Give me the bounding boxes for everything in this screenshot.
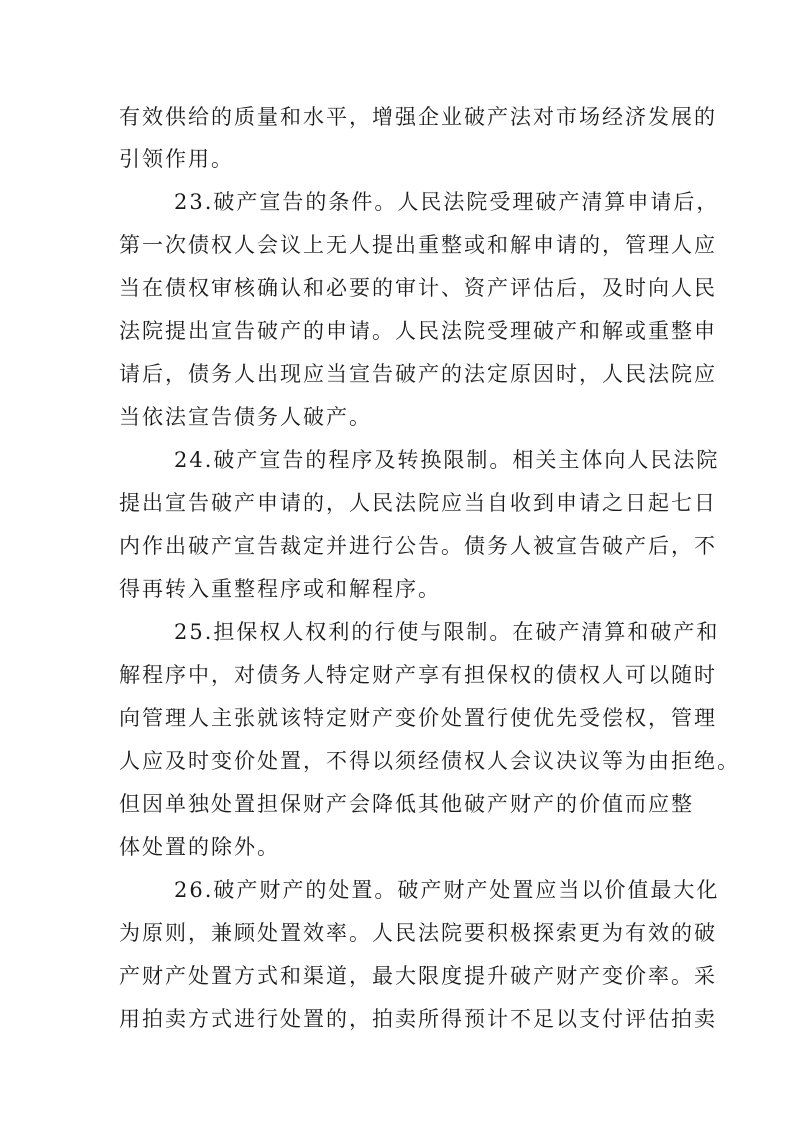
text-line: 产财产处置方式和渠道，最大限度提升破产财产变价率。采 (119, 964, 717, 988)
text-line: 当依法宣告债务人破产。 (119, 405, 372, 429)
text-line: 有效供给的质量和水平，增强企业破产法对市场经济发展的 (119, 105, 717, 129)
text-line: 向管理人主张就该特定财产变价处置行使优先受偿权，管理 (119, 706, 717, 730)
text-line: 但因单独处置担保财产会降低其他破产财产的价值而应整 (119, 792, 694, 816)
paragraph-23-heading-line: 23.破产宣告的条件。人民法院受理破产清算申请后， (174, 190, 720, 214)
paragraph-26-heading-line: 26.破产财产的处置。破产财产处置应当以价值最大化 (174, 878, 720, 902)
text-line: 提出宣告破产申请的，人民法院应当自收到申请之日起七日 (119, 491, 717, 515)
text-line: 引领作用。 (119, 147, 234, 171)
paragraph-25-heading-line: 25.担保权人权利的行使与限制。在破产清算和破产和 (174, 620, 720, 644)
text-line: 请后，债务人出现应当宣告破产的法定原因时，人民法院应 (119, 362, 717, 386)
text-line: 解程序中，对债务人特定财产享有担保权的债权人可以随时 (119, 663, 717, 687)
text-line: 内作出破产宣告裁定并进行公告。债务人被宣告破产后，不 (119, 534, 717, 558)
text-line: 法院提出宣告破产的申请。人民法院受理破产和解或重整申 (119, 319, 717, 343)
text-line: 第一次债权人会议上无人提出重整或和解申请的，管理人应 (119, 233, 717, 257)
text-line: 得再转入重整程序或和解程序。 (119, 577, 441, 601)
text-line: 用拍卖方式进行处置的，拍卖所得预计不足以支付评估拍卖 (119, 1007, 717, 1031)
paragraph-24-heading-line: 24.破产宣告的程序及转换限制。相关主体向人民法院 (174, 448, 720, 472)
text-line: 体处置的除外。 (119, 835, 280, 859)
text-line: 当在债权审核确认和必要的审计、资产评估后，及时向人民 (119, 276, 717, 300)
text-line: 人应及时变价处置，不得以须经债权人会议决议等为由拒绝。 (119, 749, 740, 773)
text-line: 为原则，兼顾处置效率。人民法院要积极探索更为有效的破 (119, 921, 717, 945)
